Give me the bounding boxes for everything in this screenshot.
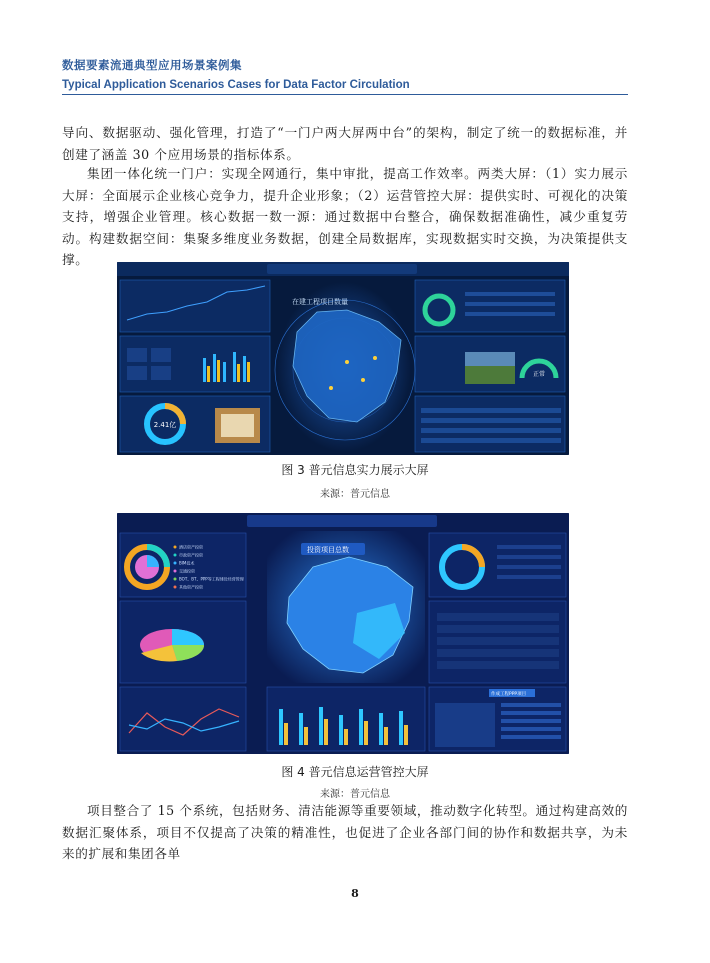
figure-4-caption: 图 4 普元信息运营管控大屏 <box>281 765 429 779</box>
legend-item: 酒店资产投资 <box>179 544 203 550</box>
figure-3-caption: 图 3 普元信息实力展示大屏 <box>281 463 429 477</box>
showcase-gauge-value: 正常 <box>532 371 546 378</box>
legend-item: BIM技术 <box>179 560 195 566</box>
ops-map-title: 投资项目总数 <box>307 546 349 554</box>
header-title-en: Typical Application Scenarios Cases for Data Factor Circulation <box>62 79 410 91</box>
legend-item: 其他资产投资 <box>179 584 203 590</box>
legend-item: BOT、BT、PPP等工程建设经营管理 <box>179 576 244 582</box>
body-paragraph-1: 导向、数据驱动、强化管理，打造了“一门户两大屏两中台”的架构，制定了统一的数据标准，并创建了涵盖 30 个应用场景的指标体系。 <box>62 125 628 162</box>
header-title-cn: 数据要素流通典型应用场景案例集 <box>62 58 242 72</box>
header-rule <box>62 94 628 95</box>
showcase-center-value: 2.41亿 <box>153 421 177 429</box>
showcase-map-title: 在建工程项目数量 <box>292 298 348 306</box>
running-header <box>62 57 628 91</box>
figure-4-dashboard-image <box>117 513 569 754</box>
page-number: 8 <box>351 887 359 900</box>
body-paragraph-2: 集团一体化统一门户：实现全网通行，集中审批，提高工作效率。两类大屏：（1）实力展示大屏：全面展示企业核心竞争力，提升企业形象；（2）运营管控大屏：提供实时、可视化的决策支持，增强企业管理。核心数据一数一源：通过数据中台整合，确保数据准确性，减少重复劳动。构建数据空间：集聚多维度业务数据，创建全局数据库，实现数据实时交换，为决策提供支撑。 <box>62 166 628 268</box>
figure-3-source: 来源：普元信息 <box>320 489 390 500</box>
legend-item: 市政资产投资 <box>179 552 203 558</box>
legend-item: 交通投资 <box>179 568 195 574</box>
figure-3-dashboard-image <box>117 262 569 455</box>
figure-4-source: 来源：普元信息 <box>320 789 390 800</box>
dashboard-illustration <box>117 262 569 455</box>
dashboard-illustration <box>117 513 569 754</box>
ops-project-title: 作成工程PPP项目 <box>491 692 527 697</box>
body-paragraph-3: 项目整合了 15 个系统，包括财务、清洁能源等重要领域，推动数字化转型。通过构建高效的数据汇聚体系，项目不仅提高了决策的精准性，也促进了企业各部门间的协作和数据共享，为未来的扩展和集团各单 <box>62 803 628 862</box>
